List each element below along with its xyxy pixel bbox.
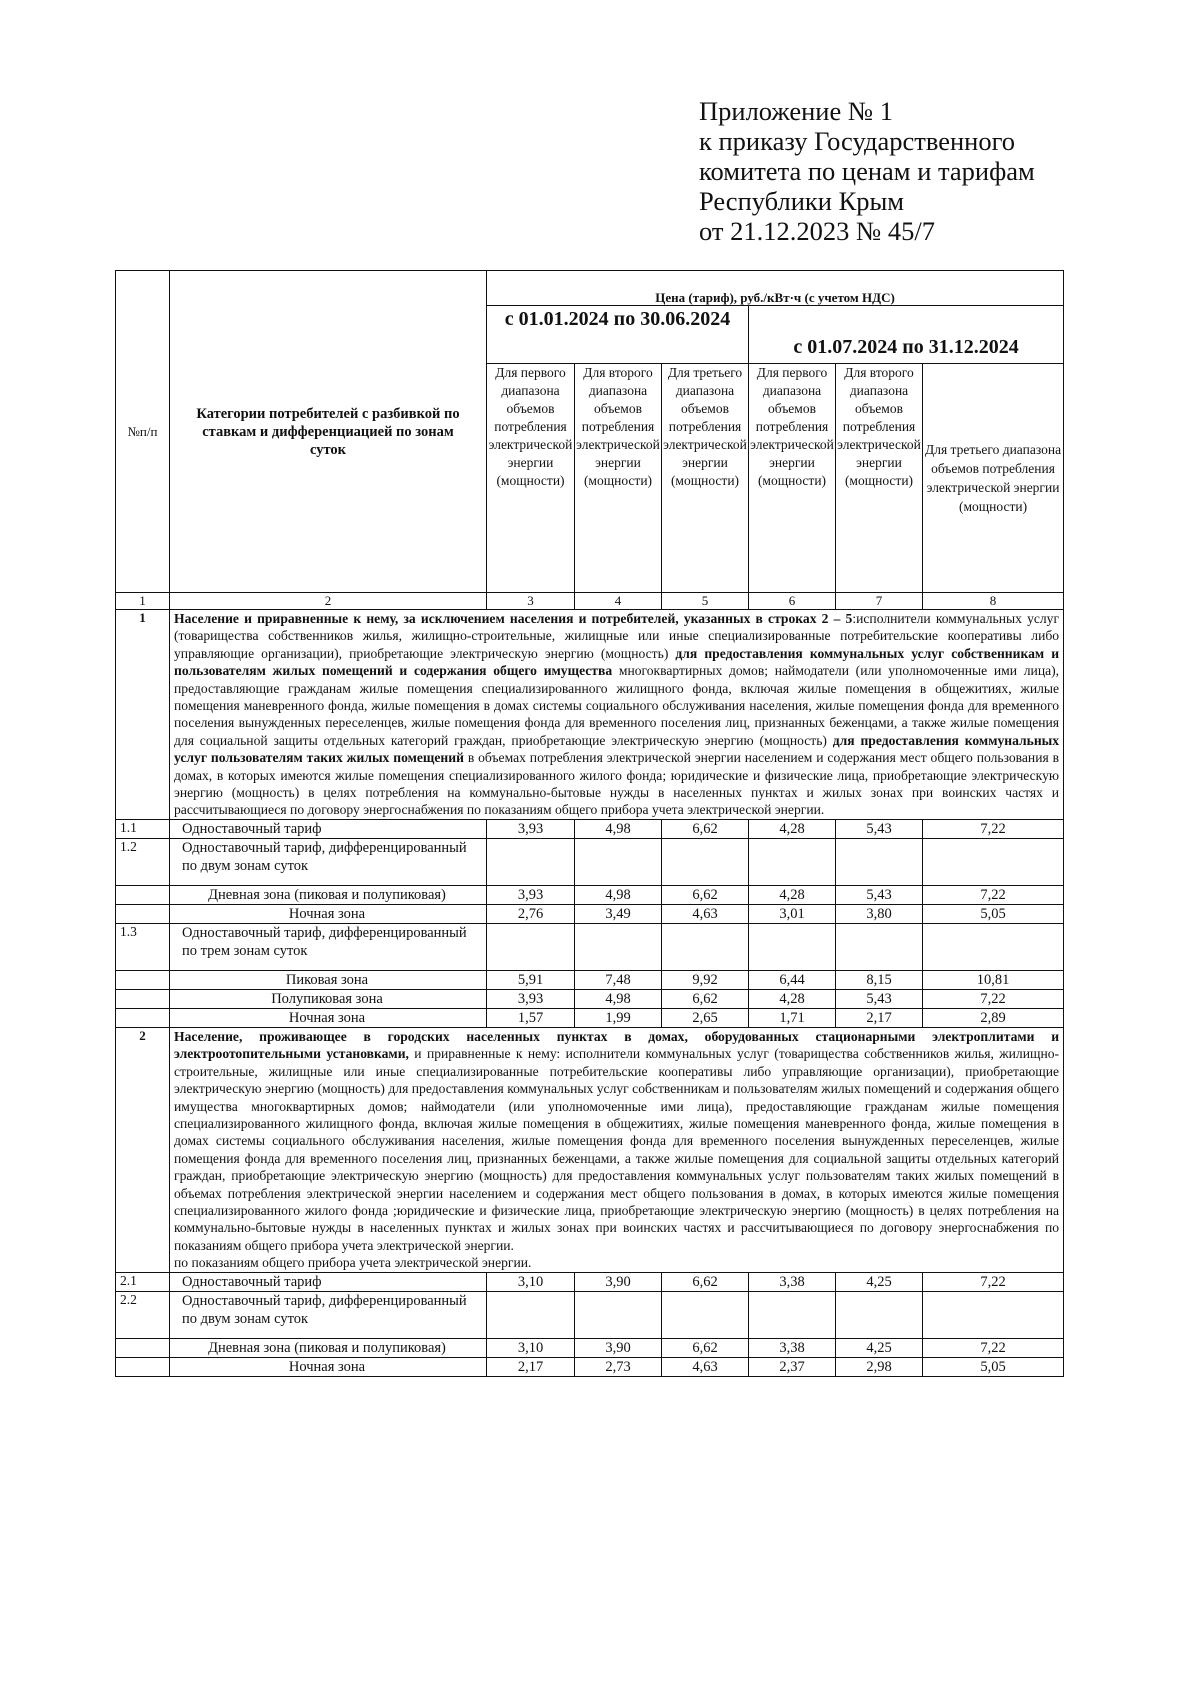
- value-cell: 5,05: [923, 1357, 1064, 1376]
- value-cell: 5,05: [923, 904, 1064, 923]
- column-index: 4: [575, 593, 662, 610]
- value-cell: 6,62: [662, 819, 749, 838]
- value-cell: 2,37: [749, 1357, 836, 1376]
- table-row: [116, 1357, 1064, 1376]
- table-row: [116, 970, 1064, 989]
- value-cell: 4,25: [836, 1338, 923, 1357]
- value-cell: 7,22: [923, 1272, 1064, 1291]
- value-cell: [923, 838, 1064, 885]
- value-cell: 4,28: [749, 819, 836, 838]
- header-category-col: Категории потребителей с разбивкой по ставкам и дифференциацией по зонам суток: [170, 271, 487, 593]
- row-label: Пиковая зона: [170, 970, 487, 989]
- row-label: Одноставочный тариф: [170, 1272, 487, 1291]
- value-cell: 3,38: [749, 1338, 836, 1357]
- value-cell: 5,43: [836, 819, 923, 838]
- value-cell: 4,25: [836, 1272, 923, 1291]
- value-cell: 4,63: [662, 1357, 749, 1376]
- appendix-line: от 21.12.2023 № 45/7: [699, 216, 936, 246]
- row-label: Одноставочный тариф, дифференцированный по двум зонам суток: [170, 838, 487, 885]
- header-range-1: Для первого диапазона объемов потребления электрической энергии (мощности): [487, 364, 575, 593]
- section-text-bold: для предоставления коммунальных услуг пользователям таких жилых помещений: [174, 732, 1060, 766]
- row-number: 2.2: [116, 1291, 170, 1338]
- section-text: и приравненные к нему: исполнители коммунальных услуг (товарищества собственников жилья, жилищно-строительные, жилищные или иные специализированные потребительские кооперативы либо управляющие организации), приобретающие электрическую энергию (мощность) для предоставления коммунальных услуг собственникам и пользователям жилых помещений и содержания общего имущества многоквартирных домов; наймодатели (или уполномоченные ими лица), предоставляющие гражданам жилые помещения специализированного жилищного фонда, включая жилые помещения в общежитиях, жилые помещения маневренного фонда, жилые помещения в домах системы социального обслуживания населения, жилые помещения фонда для временного поселения вынужденных переселенцев, жилые помещения фонда для временного поселения лиц, признанных беженцами, а также жилые помещения для социальной защиты отдельных категорий граждан, приобретающие электрическую энергию (мощность) для предоставления коммунальных услуг пользователям таких жилых помещений в объемах потребления электрической энергии населением и содержания мест общего пользования в домах, в которых имеются жилые помещения специализированного жилого фонда ;юридические и физические лица, приобретающие электрическую энергию (мощность) в целях потребления на коммунально-бытовые нужды в населенных пунктах и жилых зонах при воинских частях и рассчитывающиеся по договору энергоснабжения по показаниям общего прибора учета электрической энергии.: [174, 1046, 1060, 1253]
- column-index: 1: [116, 593, 170, 610]
- value-cell: 3,01: [749, 904, 836, 923]
- value-cell: 4,28: [749, 885, 836, 904]
- column-index: 8: [923, 593, 1064, 610]
- row-number: [116, 970, 170, 989]
- row-number: [116, 989, 170, 1008]
- table-row: [116, 838, 1064, 885]
- header-range-3: Для третьего диапазона объемов потребления электрической энергии (мощности): [923, 364, 1064, 593]
- header-range-2: Для второго диапазона объемов потребления электрической энергии (мощности): [836, 364, 923, 593]
- section-text: :исполнители коммунальных услуг (товарищества собственников жилья, жилищно-строительные, жилищные или иные специализированные потребительские кооперативы либо управляющие организации), приобретающие электрическую энергию (мощность): [174, 611, 1060, 661]
- value-cell: 7,22: [923, 819, 1064, 838]
- header-period-1: с 01.01.2024 по 30.06.2024: [487, 306, 749, 364]
- value-cell: [487, 1291, 575, 1338]
- value-cell: [575, 1291, 662, 1338]
- table-row: [116, 989, 1064, 1008]
- value-cell: [836, 1291, 923, 1338]
- value-cell: 2,17: [836, 1008, 923, 1027]
- value-cell: 2,76: [487, 904, 575, 923]
- value-cell: [487, 838, 575, 885]
- appendix-line: Республики Крым: [699, 186, 905, 216]
- section-text-bold: Население, проживающее в городских населенных пунктах в домах, оборудованных стационарными электроплитами и электроотопительными установками,: [174, 1028, 1060, 1062]
- value-cell: 4,28: [749, 989, 836, 1008]
- section-number: 2: [116, 1027, 170, 1272]
- header-price-title: Цена (тариф), руб./кВт·ч (с учетом НДС): [487, 271, 1064, 306]
- row-number: [116, 904, 170, 923]
- value-cell: 6,62: [662, 1272, 749, 1291]
- value-cell: 1,99: [575, 1008, 662, 1027]
- section-text: в объемах потребления электрической энергии населением и содержания мест общего пользования в домах, в которых имеются жилые помещения специализированного жилого фонда; юридические и физические лица, приобретающие электрическую энергию (мощность) в целях потребления на коммунально-бытовые нужды в населенных пунктах и жилых зонах при воинских частях и рассчитывающиеся по договору энергоснабжения по показаниям общего прибора учета электрической энергии.: [174, 750, 1060, 818]
- value-cell: [662, 838, 749, 885]
- row-number: 1.2: [116, 838, 170, 885]
- column-index: 2: [170, 593, 487, 610]
- value-cell: 6,62: [662, 885, 749, 904]
- value-cell: [487, 923, 575, 970]
- appendix-line: Приложение № 1: [699, 96, 894, 126]
- value-cell: 6,44: [749, 970, 836, 989]
- value-cell: 7,22: [923, 989, 1064, 1008]
- value-cell: 4,98: [575, 989, 662, 1008]
- table-row: [116, 1338, 1064, 1357]
- value-cell: 3,90: [575, 1272, 662, 1291]
- row-label: Дневная зона (пиковая и полупиковая): [170, 1338, 487, 1357]
- row-label: Полупиковая зона: [170, 989, 487, 1008]
- column-index: 3: [487, 593, 575, 610]
- section-row: [116, 610, 1064, 820]
- value-cell: 8,15: [836, 970, 923, 989]
- value-cell: 3,93: [487, 819, 575, 838]
- value-cell: [836, 838, 923, 885]
- row-label: Ночная зона: [170, 1008, 487, 1027]
- column-index: 6: [749, 593, 836, 610]
- appendix-header: [699, 96, 1139, 246]
- appendix-line: к приказу Государственного: [699, 126, 1016, 156]
- value-cell: 2,17: [487, 1357, 575, 1376]
- value-cell: 4,98: [575, 819, 662, 838]
- section-text: по показаниям общего прибора учета электрической энергии.: [174, 1255, 532, 1271]
- value-cell: 6,62: [662, 989, 749, 1008]
- value-cell: 3,49: [575, 904, 662, 923]
- value-cell: 10,81: [923, 970, 1064, 989]
- value-cell: 7,22: [923, 885, 1064, 904]
- value-cell: 6,62: [662, 1338, 749, 1357]
- value-cell: [662, 1291, 749, 1338]
- section-number: 1: [116, 610, 170, 820]
- value-cell: [749, 838, 836, 885]
- column-index: 5: [662, 593, 749, 610]
- value-cell: 2,73: [575, 1357, 662, 1376]
- value-cell: 5,43: [836, 989, 923, 1008]
- row-number: [116, 885, 170, 904]
- section-text: многоквартирных домов; наймодатели (или уполномоченные ими лица), предоставляющие гражданам жилые помещения специализированного жилищного фонда, включая жилые помещения в общежитиях, жилые помещения маневренного фонда, жилые помещения в домах системы социального обслуживания населения, жилые помещения фонда для временного поселения вынужденных переселенцев, жилые помещения фонда для временного поселения лиц, признанных беженцами, а также жилые помещения для социальной защиты отдельных категорий граждан, приобретающие электрическую энергию (мощность): [174, 663, 1060, 748]
- table-row: [116, 819, 1064, 838]
- value-cell: [575, 923, 662, 970]
- value-cell: 3,90: [575, 1338, 662, 1357]
- column-index-row: [116, 593, 1064, 610]
- value-cell: 3,10: [487, 1338, 575, 1357]
- section-row: [116, 1027, 1064, 1272]
- value-cell: 3,93: [487, 989, 575, 1008]
- row-number: [116, 1338, 170, 1357]
- value-cell: 7,22: [923, 1338, 1064, 1357]
- row-number: [116, 1357, 170, 1376]
- row-number: 2.1: [116, 1272, 170, 1291]
- value-cell: [836, 923, 923, 970]
- value-cell: 2,65: [662, 1008, 749, 1027]
- section-text-bold: Население и приравненные к нему, за исключением населения и потребителей, указанных в строках 2 – 5: [174, 611, 853, 626]
- section-description: [170, 610, 1064, 820]
- value-cell: [662, 923, 749, 970]
- header-period-2: с 01.07.2024 по 31.12.2024: [749, 306, 1064, 364]
- row-label: Одноставочный тариф: [170, 819, 487, 838]
- header-range-3: Для третьего диапазона объемов потребления электрической энергии (мощности): [662, 364, 749, 593]
- value-cell: 2,98: [836, 1357, 923, 1376]
- row-number: [116, 1008, 170, 1027]
- section-description: [170, 1027, 1064, 1272]
- table-row: [116, 1291, 1064, 1338]
- value-cell: 5,43: [836, 885, 923, 904]
- value-cell: 3,38: [749, 1272, 836, 1291]
- value-cell: 3,10: [487, 1272, 575, 1291]
- value-cell: [575, 838, 662, 885]
- header-range-2: Для второго диапазона объемов потребления электрической энергии (мощности): [575, 364, 662, 593]
- value-cell: 5,91: [487, 970, 575, 989]
- value-cell: [923, 923, 1064, 970]
- value-cell: 7,48: [575, 970, 662, 989]
- value-cell: 2,89: [923, 1008, 1064, 1027]
- row-label: Дневная зона (пиковая и полупиковая): [170, 885, 487, 904]
- value-cell: [923, 1291, 1064, 1338]
- row-label: Ночная зона: [170, 1357, 487, 1376]
- row-label: Одноставочный тариф, дифференцированный по трем зонам суток: [170, 923, 487, 970]
- table-row: [116, 904, 1064, 923]
- value-cell: 3,80: [836, 904, 923, 923]
- row-label: Ночная зона: [170, 904, 487, 923]
- value-cell: 1,71: [749, 1008, 836, 1027]
- value-cell: 4,63: [662, 904, 749, 923]
- table-row: [116, 923, 1064, 970]
- column-index: 7: [836, 593, 923, 610]
- value-cell: [749, 923, 836, 970]
- value-cell: [749, 1291, 836, 1338]
- header-num-col: №п/п: [116, 271, 170, 593]
- row-number: 1.1: [116, 819, 170, 838]
- appendix-line: комитета по ценам и тарифам: [699, 156, 1035, 186]
- value-cell: 3,93: [487, 885, 575, 904]
- value-cell: 1,57: [487, 1008, 575, 1027]
- row-number: 1.3: [116, 923, 170, 970]
- row-label: Одноставочный тариф, дифференцированный по двум зонам суток: [170, 1291, 487, 1338]
- header-range-1: Для первого диапазона объемов потребления электрической энергии (мощности): [749, 364, 836, 593]
- value-cell: 9,92: [662, 970, 749, 989]
- tariff-table: [115, 270, 1064, 1377]
- table-row: [116, 1272, 1064, 1291]
- table-row: [116, 885, 1064, 904]
- section-text-bold: для предоставления коммунальных услуг собственникам и пользователям жилых помещений и содержания общего имущества: [174, 645, 1060, 679]
- value-cell: 4,98: [575, 885, 662, 904]
- table-row: [116, 1008, 1064, 1027]
